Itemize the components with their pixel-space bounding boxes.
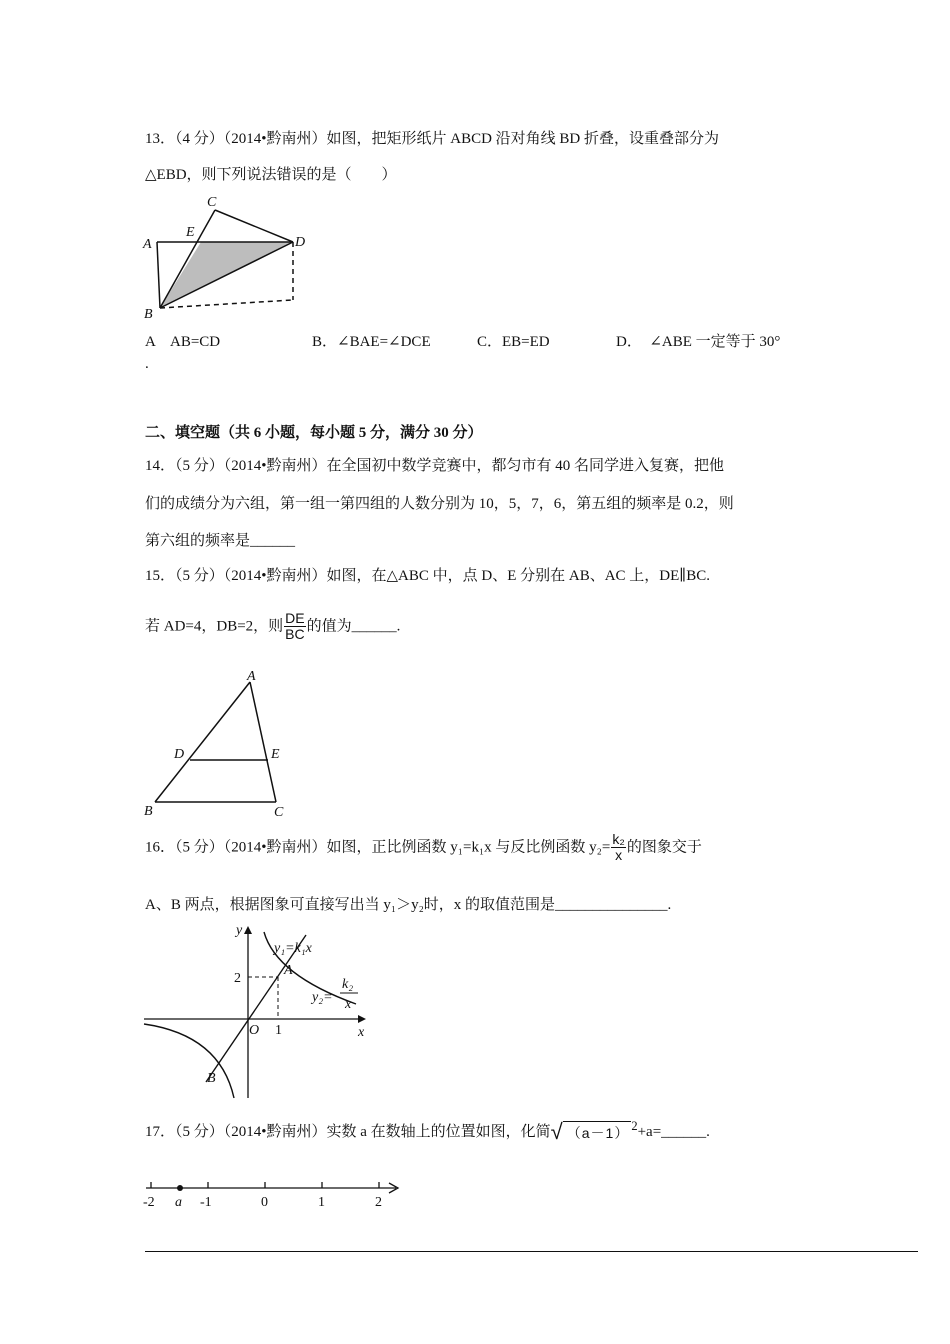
- q17-radicand: （a－1）: [563, 1121, 632, 1143]
- q13-label-a: A: [143, 237, 152, 252]
- q13-option-d: D． ∠ABE 一定等于 30°: [616, 334, 781, 350]
- q16-tick-1: 1: [275, 1023, 282, 1038]
- q15-label-d: D: [174, 747, 185, 762]
- q17-line1-post: +a=______.: [637, 1124, 710, 1140]
- q16-axis-x-label: x: [358, 1025, 365, 1040]
- q13-option-c: C．EB=ED: [477, 334, 550, 350]
- q13-option-a: A AB=CD: [145, 334, 221, 350]
- q16-frac-num: k₂: [612, 831, 625, 847]
- q16-curve-label: y₂=: [312, 990, 333, 1005]
- q16-curve-den: x: [345, 997, 352, 1012]
- q17-number-line: [140, 1176, 410, 1218]
- q16-line-label: y₁=k₁x: [274, 941, 312, 956]
- q16-point-b: B: [207, 1071, 216, 1086]
- q16-fraction: [611, 832, 625, 864]
- q16-line1-pre: 16．（5 分）（2014•黔南州）如图，正比例函数 y₁=k₁x 与反比例函数 y₂=: [145, 839, 611, 856]
- q17-radical-sign: √: [550, 1119, 563, 1145]
- q17-exponent: 2: [631, 1119, 638, 1133]
- q15-figure: [140, 668, 310, 818]
- q15-line2: [145, 611, 400, 643]
- q15-line2-post: 的值为______.: [306, 618, 401, 635]
- section-heading-fill-blank: 二、填空题（共 6 小题，每小题 5 分，满分 30 分）: [145, 425, 483, 441]
- q17-sqrt: [551, 1119, 632, 1145]
- q16-axis-y-label: y: [236, 923, 243, 938]
- q13-label-b: B: [144, 307, 153, 322]
- q16-line1: [145, 832, 702, 864]
- q16-line2: A、B 两点，根据图象可直接写出当 y₁＞y₂时，x 的取值范围是_______________.: [145, 897, 672, 913]
- q17-point-a: a: [175, 1195, 182, 1210]
- q15-label-c: C: [274, 805, 284, 818]
- q14-line2: 们的成绩分为六组，第一组一第四组的人数分别为 10，5，7，6，第五组的频率是 0.2，则: [145, 496, 734, 512]
- q13-label-d: D: [295, 235, 306, 250]
- q13-trailing-dot: .: [145, 356, 149, 372]
- q16-origin-label: O: [249, 1023, 260, 1038]
- q16-line1-post: 的图象交于: [626, 839, 702, 856]
- q16-graph: [140, 920, 380, 1100]
- q15-frac-num: DE: [285, 610, 305, 626]
- q15-frac-den: BC: [285, 626, 305, 643]
- q13-option-b: B．∠BAE=∠DCE: [312, 334, 431, 350]
- q16-tick-2: 2: [234, 971, 241, 986]
- q16-curve-num: k₂: [342, 977, 354, 992]
- q16-frac-den: x: [615, 847, 623, 864]
- q17-tick-2: 2: [375, 1195, 382, 1210]
- q16-point-a: A: [284, 963, 293, 978]
- q13-line1: 13．（4 分）（2014•黔南州）如图，把矩形纸片 ABCD 沿对角线 BD 折叠，设重叠部分为: [145, 131, 720, 147]
- footer-rule: [145, 1251, 918, 1252]
- q15-label-e: E: [271, 747, 280, 762]
- q17-tick-0: 0: [261, 1195, 268, 1210]
- q15-line1: 15．（5 分）（2014•黔南州）如图，在△ABC 中，点 D、E 分别在 AB、AC 上，DE∥BC.: [145, 568, 710, 584]
- q17-line1: [145, 1119, 710, 1145]
- q14-line1: 14．（5 分）（2014•黔南州）在全国初中数学竞赛中，都匀市有 40 名同学进入复赛，把他: [145, 458, 725, 474]
- q15-label-b: B: [144, 804, 153, 818]
- q13-figure: [140, 192, 320, 322]
- q13-label-e: E: [186, 225, 195, 240]
- q13-line2: △EBD，则下列说法错误的是（ ）: [145, 167, 397, 183]
- q15-fraction: [284, 611, 305, 643]
- q17-tick-1: 1: [318, 1195, 325, 1210]
- q13-label-c: C: [207, 195, 217, 210]
- q17-tick-neg1: -1: [200, 1195, 212, 1210]
- q14-line3: 第六组的频率是______: [145, 533, 296, 549]
- q15-line2-pre: 若 AD=4，DB=2，则: [145, 618, 284, 635]
- q17-line1-pre: 17．（5 分）（2014•黔南州）实数 a 在数轴上的位置如图，化简: [145, 1124, 551, 1140]
- q17-tick-neg2: -2: [143, 1195, 155, 1210]
- q15-label-a: A: [247, 669, 256, 684]
